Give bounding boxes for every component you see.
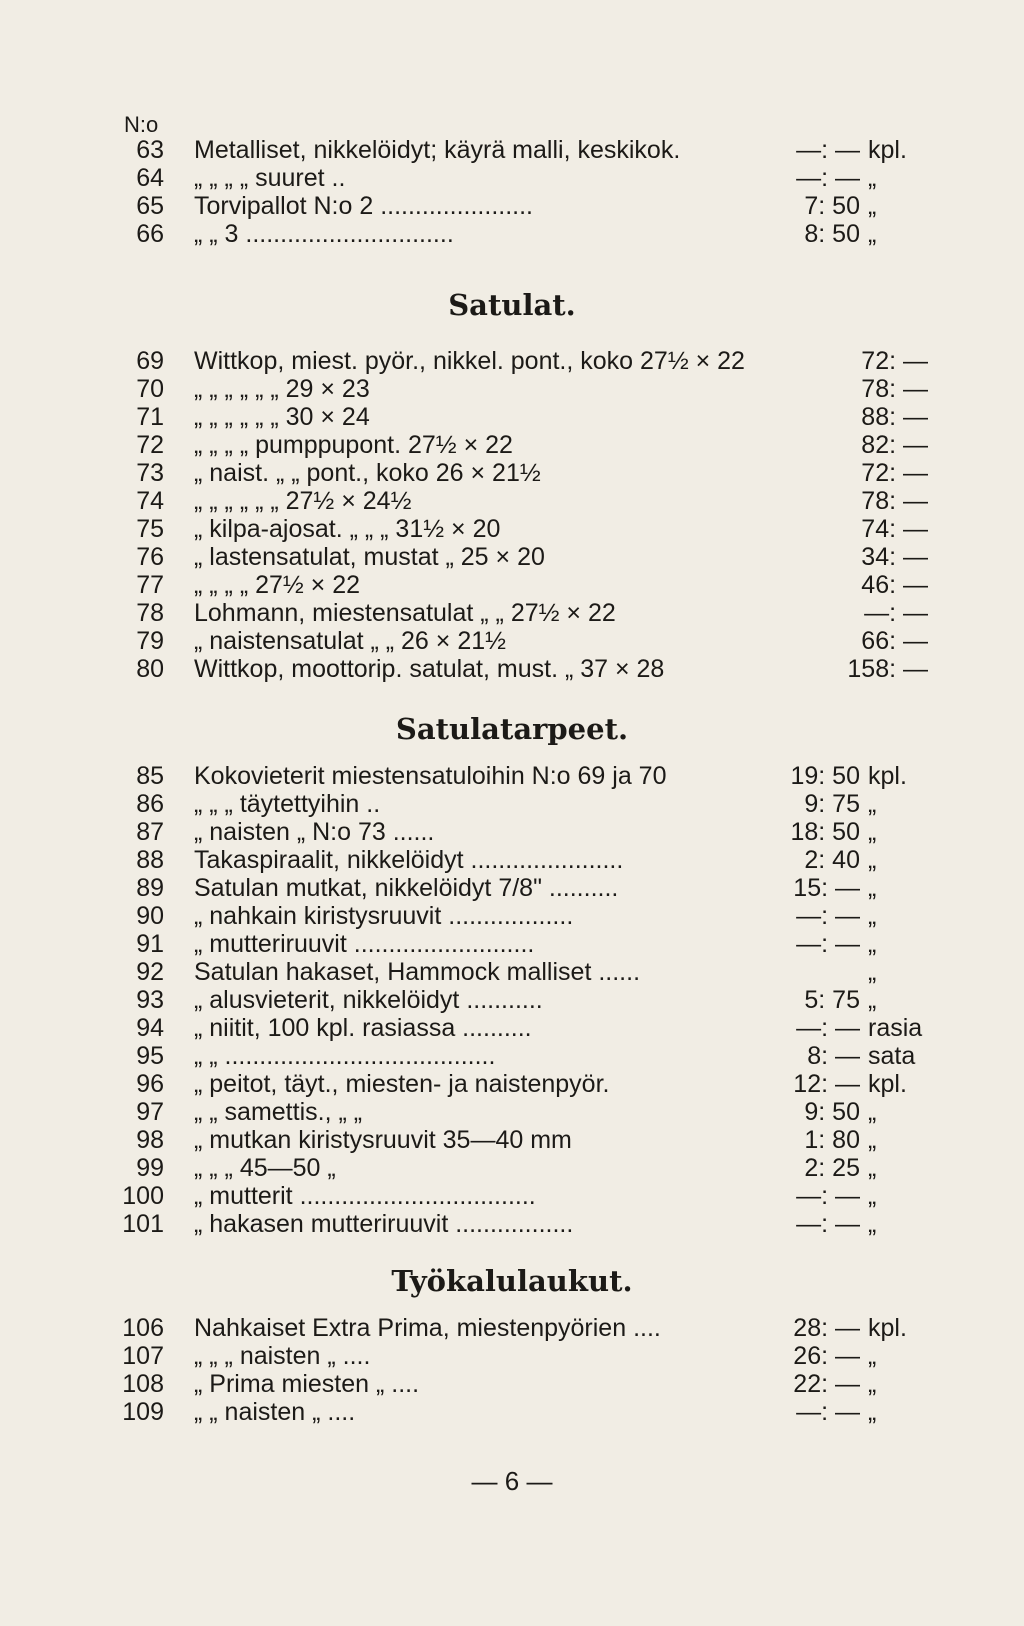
list-item bbox=[0, 1370, 1024, 1398]
item-unit: „ bbox=[868, 846, 877, 874]
item-price: —: — bbox=[796, 1014, 860, 1042]
item-description: „ alusvieterit, nikkelöidyt ........... bbox=[194, 986, 543, 1014]
number-column-header: N:o bbox=[124, 112, 159, 137]
item-price: 9: 50 bbox=[804, 1098, 860, 1126]
item-number: 76 bbox=[136, 543, 164, 571]
item-number: 80 bbox=[136, 655, 164, 683]
item-number: 109 bbox=[122, 1398, 164, 1426]
list-item bbox=[0, 543, 1024, 571]
item-price: 28: — bbox=[793, 1314, 860, 1342]
item-number: 65 bbox=[136, 192, 164, 220]
item-description: „ hakasen mutteriruuvit ................. bbox=[194, 1210, 574, 1238]
item-number: 87 bbox=[136, 818, 164, 846]
item-number: 71 bbox=[136, 403, 164, 431]
item-description: „ „ „ „ 27½ × 22 bbox=[194, 571, 361, 599]
item-number: 74 bbox=[136, 487, 164, 515]
list-item bbox=[0, 1182, 1024, 1210]
item-number: 94 bbox=[136, 1014, 164, 1042]
item-unit: „ bbox=[868, 220, 877, 248]
item-description: „ naist. „ „ pont., koko 26 × 21½ bbox=[194, 459, 541, 487]
item-price: 8: — bbox=[807, 1042, 860, 1070]
item-description: Kokovieterit miestensatuloihin N:o 69 ja 70 bbox=[194, 762, 667, 790]
item-description: „ naistensatulat „ „ 26 × 21½ bbox=[194, 627, 506, 655]
list-item bbox=[0, 375, 1024, 403]
section-heading-tyokalulaukut: Työkalulaukut. bbox=[391, 1264, 633, 1298]
item-number: 93 bbox=[136, 986, 164, 1014]
item-description: „ lastensatulat, mustat „ 25 × 20 bbox=[194, 543, 545, 571]
item-price: 74: — bbox=[861, 515, 928, 543]
item-unit: „ bbox=[868, 1210, 877, 1238]
list-item bbox=[0, 515, 1024, 543]
item-unit: kpl. bbox=[868, 136, 907, 164]
list-item bbox=[0, 136, 1024, 164]
page-number: — 6 — bbox=[471, 1466, 553, 1496]
list-item bbox=[0, 1070, 1024, 1098]
item-unit: kpl. bbox=[868, 762, 907, 790]
item-price: 158: — bbox=[847, 655, 928, 683]
list-item bbox=[0, 571, 1024, 599]
item-description: Metalliset, nikkelöidyt; käyrä malli, keskikok. bbox=[194, 136, 681, 164]
item-description: „ peitot, täyt., miesten- ja naistenpyör. bbox=[194, 1070, 610, 1098]
list-item bbox=[0, 192, 1024, 220]
list-item bbox=[0, 958, 1024, 986]
item-description: Nahkaiset Extra Prima, miestenpyörien .... bbox=[194, 1314, 661, 1342]
item-unit: „ bbox=[868, 164, 877, 192]
item-unit: „ bbox=[868, 1126, 877, 1154]
item-number: 100 bbox=[122, 1182, 164, 1210]
list-item bbox=[0, 762, 1024, 790]
list-item bbox=[0, 1014, 1024, 1042]
item-price: 66: — bbox=[861, 627, 928, 655]
list-item bbox=[0, 1098, 1024, 1126]
item-description: „ „ „ naisten „ .... bbox=[194, 1342, 371, 1370]
item-description: Wittkop, miest. pyör., nikkel. pont., koko 27½ × 22 bbox=[194, 347, 745, 375]
item-price: 88: — bbox=[861, 403, 928, 431]
item-description: Satulan hakaset, Hammock malliset ...... bbox=[194, 958, 641, 986]
item-unit: „ bbox=[868, 930, 877, 958]
item-description: „ „ „ „ „ „ 27½ × 24½ bbox=[194, 487, 412, 515]
list-item bbox=[0, 599, 1024, 627]
item-description: Lohmann, miestensatulat „ „ 27½ × 22 bbox=[194, 599, 616, 627]
item-price: —: — bbox=[864, 599, 928, 627]
item-unit: „ bbox=[868, 790, 877, 818]
item-unit: „ bbox=[868, 1098, 877, 1126]
section-heading-satulat: Satulat. bbox=[448, 288, 576, 322]
item-number: 89 bbox=[136, 874, 164, 902]
list-item bbox=[0, 403, 1024, 431]
item-price: —: — bbox=[796, 1182, 860, 1210]
item-unit: „ bbox=[868, 958, 877, 986]
item-description: „ „ „ täytettyihin .. bbox=[194, 790, 381, 818]
item-description: Torvipallot N:o 2 ...................... bbox=[194, 192, 534, 220]
item-description: Takaspiraalit, nikkelöidyt ...................... bbox=[194, 846, 624, 874]
item-price: 1: 80 bbox=[804, 1126, 860, 1154]
item-unit: rasia bbox=[868, 1014, 923, 1042]
item-price: —: — bbox=[796, 930, 860, 958]
item-price: —: — bbox=[796, 1398, 860, 1426]
item-description: „ „ „ „ „ „ 29 × 23 bbox=[194, 375, 370, 403]
item-price: 72: — bbox=[861, 459, 928, 487]
item-description: „ naisten „ N:o 73 ...... bbox=[194, 818, 435, 846]
item-number: 69 bbox=[136, 347, 164, 375]
list-item bbox=[0, 930, 1024, 958]
item-description: „ Prima miesten „ .... bbox=[194, 1370, 420, 1398]
item-number: 99 bbox=[136, 1154, 164, 1182]
section-heading-satulatarpeet: Satulatarpeet. bbox=[395, 712, 629, 746]
item-description: Wittkop, moottorip. satulat, must. „ 37 × 28 bbox=[194, 655, 665, 683]
item-unit: kpl. bbox=[868, 1314, 907, 1342]
list-item bbox=[0, 1314, 1024, 1342]
list-item bbox=[0, 1126, 1024, 1154]
item-price: 12: — bbox=[793, 1070, 860, 1098]
item-price: 7: 50 bbox=[804, 192, 860, 220]
item-number: 108 bbox=[122, 1370, 164, 1398]
item-description: „ „ samettis., „ „ bbox=[194, 1098, 363, 1126]
item-price: —: — bbox=[796, 902, 860, 930]
item-price: 22: — bbox=[793, 1370, 860, 1398]
item-price: 78: — bbox=[861, 487, 928, 515]
item-number: 64 bbox=[136, 164, 164, 192]
list-item bbox=[0, 459, 1024, 487]
item-price: 78: — bbox=[861, 375, 928, 403]
item-price: —: — bbox=[796, 1210, 860, 1238]
item-description: „ „ „ 45—50 „ bbox=[194, 1154, 336, 1182]
list-item bbox=[0, 846, 1024, 874]
item-unit: „ bbox=[868, 874, 877, 902]
item-number: 72 bbox=[136, 431, 164, 459]
list-item bbox=[0, 627, 1024, 655]
item-price: 2: 40 bbox=[804, 846, 860, 874]
item-price: 72: — bbox=[861, 347, 928, 375]
item-number: 63 bbox=[136, 136, 164, 164]
item-description: „ niitit, 100 kpl. rasiassa .......... bbox=[194, 1014, 532, 1042]
item-number: 91 bbox=[136, 930, 164, 958]
item-unit: „ bbox=[868, 902, 877, 930]
item-unit: sata bbox=[868, 1042, 916, 1070]
item-number: 78 bbox=[136, 599, 164, 627]
item-price: 34: — bbox=[861, 543, 928, 571]
list-item bbox=[0, 902, 1024, 930]
item-price: 5: 75 bbox=[804, 986, 860, 1014]
item-number: 96 bbox=[136, 1070, 164, 1098]
item-unit: „ bbox=[868, 192, 877, 220]
list-item bbox=[0, 164, 1024, 192]
item-number: 107 bbox=[122, 1342, 164, 1370]
list-item bbox=[0, 1154, 1024, 1182]
list-item bbox=[0, 655, 1024, 683]
list-item bbox=[0, 874, 1024, 902]
item-unit: „ bbox=[868, 1182, 877, 1210]
item-description: „ mutkan kiristysruuvit 35—40 mm bbox=[194, 1126, 572, 1154]
item-unit: „ bbox=[868, 1370, 877, 1398]
item-number: 77 bbox=[136, 571, 164, 599]
item-description: „ „ „ „ „ „ 30 × 24 bbox=[194, 403, 370, 431]
item-number: 86 bbox=[136, 790, 164, 818]
item-unit: „ bbox=[868, 1154, 877, 1182]
list-item bbox=[0, 1342, 1024, 1370]
list-item bbox=[0, 986, 1024, 1014]
item-price: 19: 50 bbox=[790, 762, 860, 790]
item-description: „ „ „ „ suuret .. bbox=[194, 164, 346, 192]
item-description: „ mutteriruuvit .......................... bbox=[194, 930, 535, 958]
item-description: Satulan mutkat, nikkelöidyt 7/8" .......... bbox=[194, 874, 619, 902]
item-number: 101 bbox=[122, 1210, 164, 1238]
item-number: 66 bbox=[136, 220, 164, 248]
list-item bbox=[0, 220, 1024, 248]
list-item bbox=[0, 347, 1024, 375]
item-number: 85 bbox=[136, 762, 164, 790]
item-description: „ kilpa-ajosat. „ „ „ 31½ × 20 bbox=[194, 515, 501, 543]
item-description: „ „ ....................................... bbox=[194, 1042, 496, 1070]
item-description: „ nahkain kiristysruuvit .................. bbox=[194, 902, 574, 930]
item-number: 73 bbox=[136, 459, 164, 487]
list-item bbox=[0, 1210, 1024, 1238]
item-description: „ „ „ „ pumppupont. 27½ × 22 bbox=[194, 431, 513, 459]
item-price: —: — bbox=[796, 136, 860, 164]
item-unit: „ bbox=[868, 1342, 877, 1370]
item-price: 8: 50 bbox=[804, 220, 860, 248]
list-item bbox=[0, 1042, 1024, 1070]
item-description: „ „ naisten „ .... bbox=[194, 1398, 356, 1426]
item-price: 15: — bbox=[793, 874, 860, 902]
item-unit: „ bbox=[868, 986, 877, 1014]
item-unit: „ bbox=[868, 818, 877, 846]
list-item bbox=[0, 431, 1024, 459]
item-unit: kpl. bbox=[868, 1070, 907, 1098]
item-number: 88 bbox=[136, 846, 164, 874]
item-price: 26: — bbox=[793, 1342, 860, 1370]
list-item bbox=[0, 790, 1024, 818]
list-item bbox=[0, 1398, 1024, 1426]
list-item bbox=[0, 818, 1024, 846]
item-number: 75 bbox=[136, 515, 164, 543]
item-number: 70 bbox=[136, 375, 164, 403]
item-number: 79 bbox=[136, 627, 164, 655]
item-price: 18: 50 bbox=[790, 818, 860, 846]
item-price: —: — bbox=[796, 164, 860, 192]
item-number: 97 bbox=[136, 1098, 164, 1126]
item-number: 106 bbox=[122, 1314, 164, 1342]
item-price: 2: 25 bbox=[804, 1154, 860, 1182]
item-number: 92 bbox=[136, 958, 164, 986]
item-unit: „ bbox=[868, 1398, 877, 1426]
item-description: „ „ 3 .............................. bbox=[194, 220, 454, 248]
item-number: 95 bbox=[136, 1042, 164, 1070]
item-price: 82: — bbox=[861, 431, 928, 459]
item-number: 98 bbox=[136, 1126, 164, 1154]
item-description: „ mutterit .................................. bbox=[194, 1182, 536, 1210]
item-price: 9: 75 bbox=[804, 790, 860, 818]
item-number: 90 bbox=[136, 902, 164, 930]
item-price: 46: — bbox=[861, 571, 928, 599]
list-item bbox=[0, 487, 1024, 515]
